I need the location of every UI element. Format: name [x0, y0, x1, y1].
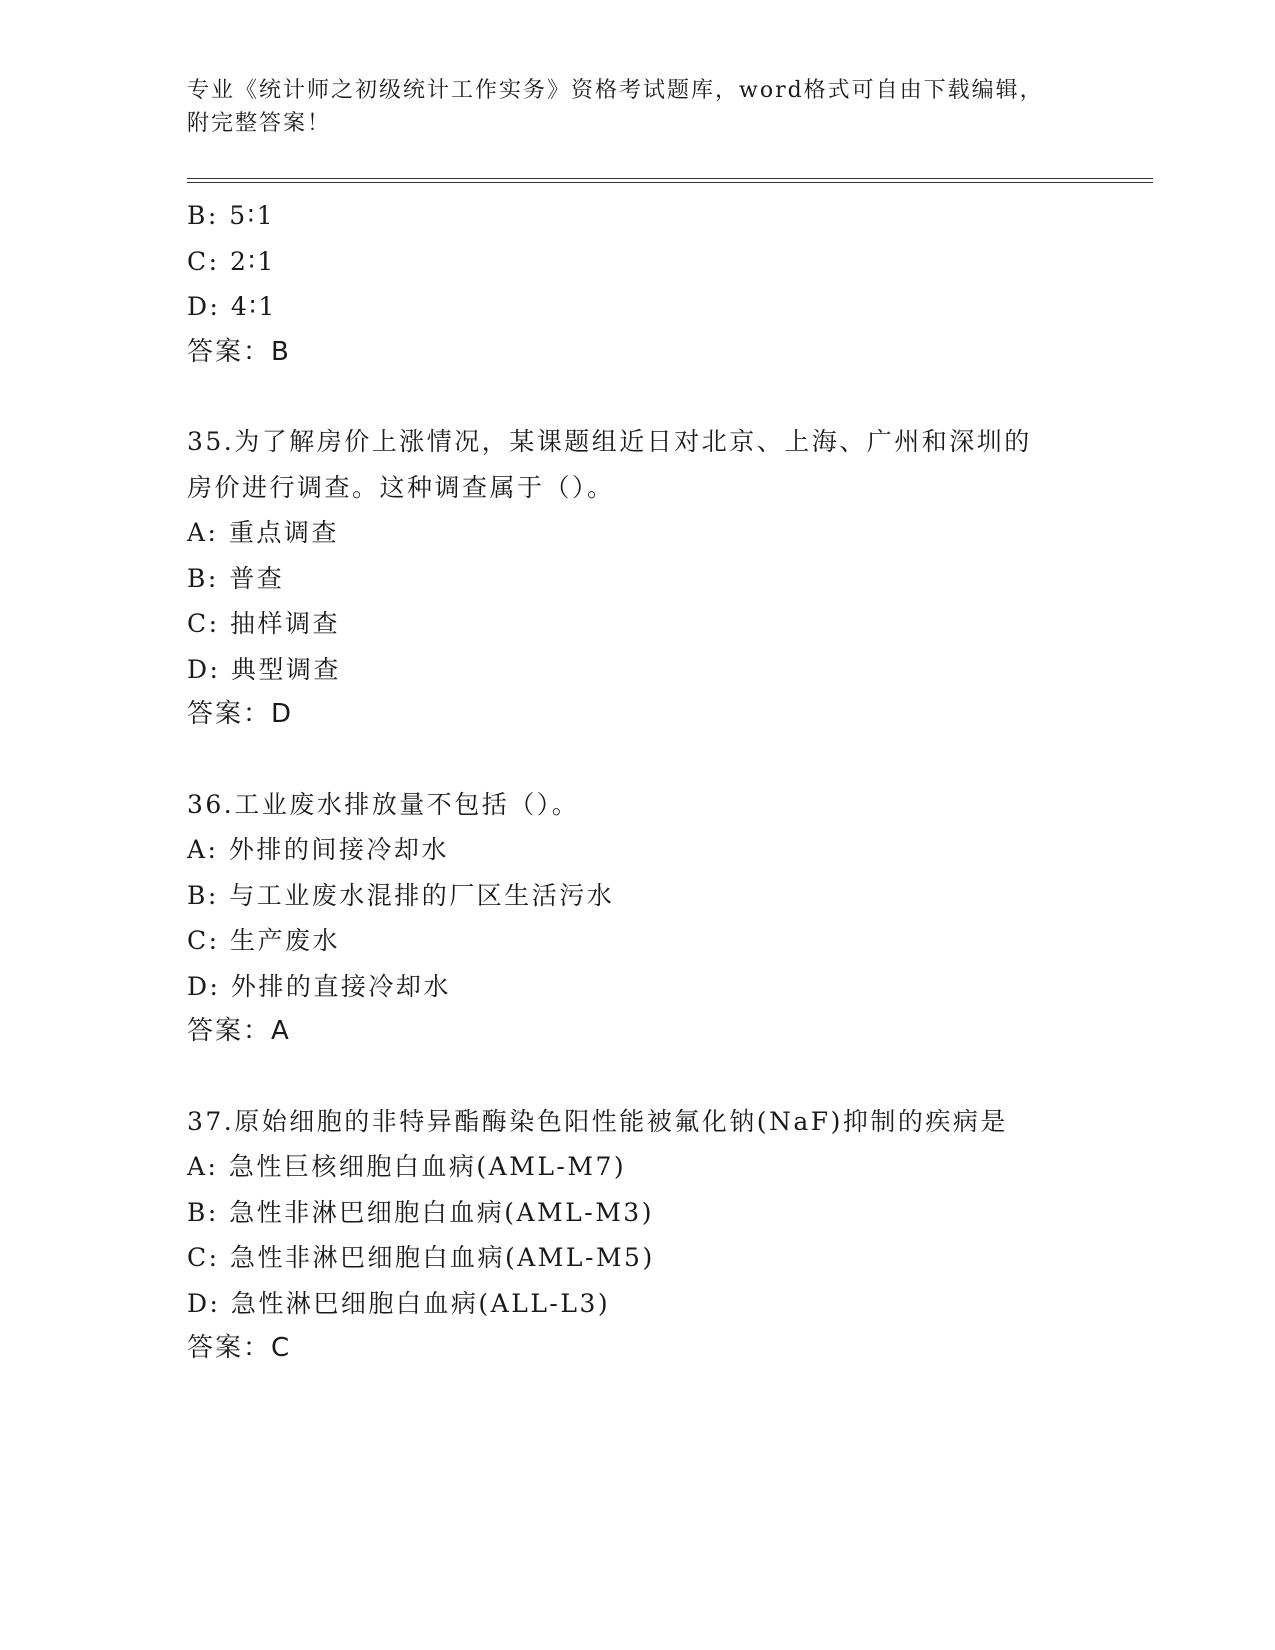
question-35 [187, 419, 1153, 738]
option-b: B: 与工业废水混排的厂区生活污水 [187, 880, 615, 910]
question-stem: 37.原始细胞的非特异酯酶染色阳性能被氟化钠(NaF)抑制的疾病是 [187, 1106, 1008, 1136]
answer-line: 答案：D [187, 699, 294, 729]
question-37 [187, 1099, 1153, 1372]
spacer [187, 738, 1153, 782]
question-list [187, 193, 1153, 1372]
spacer [187, 1055, 1153, 1099]
option-a: A: 重点调查 [187, 518, 339, 547]
question-stem: 36.工业废水排放量不包括（）。 [187, 789, 580, 819]
option-d: D: 外排的直接冷却水 [187, 971, 451, 1001]
option-c: C: 生产废水 [187, 926, 340, 955]
question-36 [187, 782, 1153, 1055]
document-header [187, 74, 1087, 140]
option-b: B: 普查 [187, 563, 285, 593]
option-d: D: 4∶1 [187, 292, 277, 321]
option-c: C: 抽样调查 [187, 609, 340, 638]
option-a: A: 急性巨核细胞白血病(AML-M7) [187, 1152, 627, 1181]
header-divider-top [187, 178, 1153, 179]
header-divider-bottom [187, 182, 1153, 183]
option-d: D: 典型调查 [187, 654, 341, 684]
answer-line: 答案：C [187, 1333, 292, 1363]
question-34-tail [187, 193, 1153, 375]
answer-line: 答案：B [187, 336, 291, 367]
spacer [187, 375, 1153, 419]
header-text-line-1: 专业《统计师之初级统计工作实务》资格考试题库，word格式可自由下载编辑， [187, 78, 1044, 103]
option-a: A: 外排的间接冷却水 [187, 835, 449, 864]
question-stem: 35.为了解房价上涨情况，某课题组近日对北京、上海、广州和深圳的 [187, 427, 1032, 456]
option-d: D: 急性淋巴细胞白血病(ALL-L3) [187, 1288, 611, 1318]
option-c: C: 2∶1 [187, 246, 276, 276]
answer-line: 答案：A [187, 1016, 291, 1046]
option-b: B: 5∶1 [187, 201, 276, 230]
option-c: C: 急性非淋巴细胞白血病(AML-M5) [187, 1243, 655, 1272]
option-b: B: 急性非淋巴细胞白血病(AML-M3) [187, 1197, 654, 1227]
question-stem-continued: 房价进行调查。这种调查属于（）。 [187, 472, 615, 502]
header-text-line-2: 附完整答案！ [187, 111, 332, 136]
